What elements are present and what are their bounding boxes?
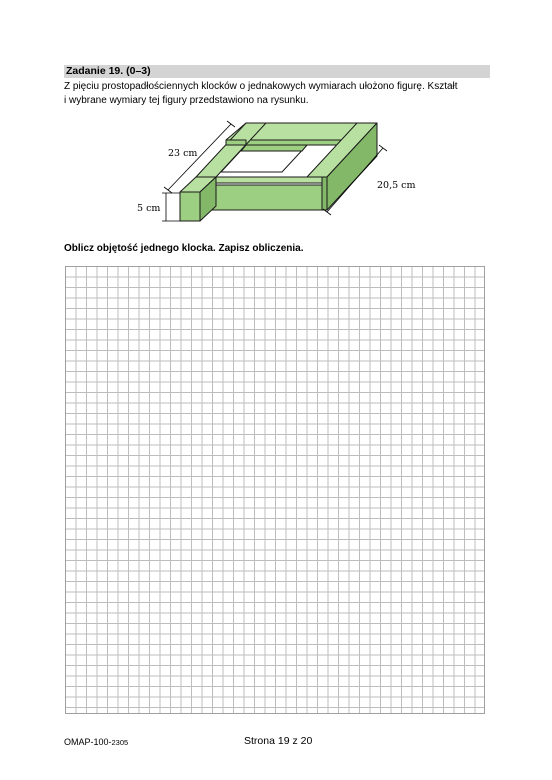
intro-line-2: i wybrane wymiary tej figury przedstawiono na rysunku. — [64, 95, 309, 106]
inner-wall — [241, 145, 307, 151]
label-width: 20,5 cm — [377, 180, 416, 191]
question-text: Oblicz objętość jednego klocka. Zapisz obliczenia. — [64, 243, 304, 254]
label-height: 5 cm — [137, 203, 161, 214]
blocks-shape — [180, 123, 377, 221]
exam-code: OMAP-100-2305 — [64, 737, 129, 747]
left-block-inner — [226, 140, 246, 145]
front-block-front — [207, 185, 322, 210]
label-length: 23 cm — [168, 148, 198, 159]
answer-grid[interactable] — [65, 266, 485, 714]
page-number: Strona 19 z 20 — [244, 735, 313, 747]
front-block-top — [211, 177, 327, 183]
left-end-front — [180, 192, 200, 221]
front-block-end — [322, 177, 327, 210]
blocks-figure — [0, 0, 552, 240]
intro-line-1: Z pięciu prostopadłościennych klocków o jednakowych wymiarach ułożono figurę. Kształt — [64, 81, 458, 92]
task-title: Zadanie 19. (0–3) — [64, 65, 490, 78]
